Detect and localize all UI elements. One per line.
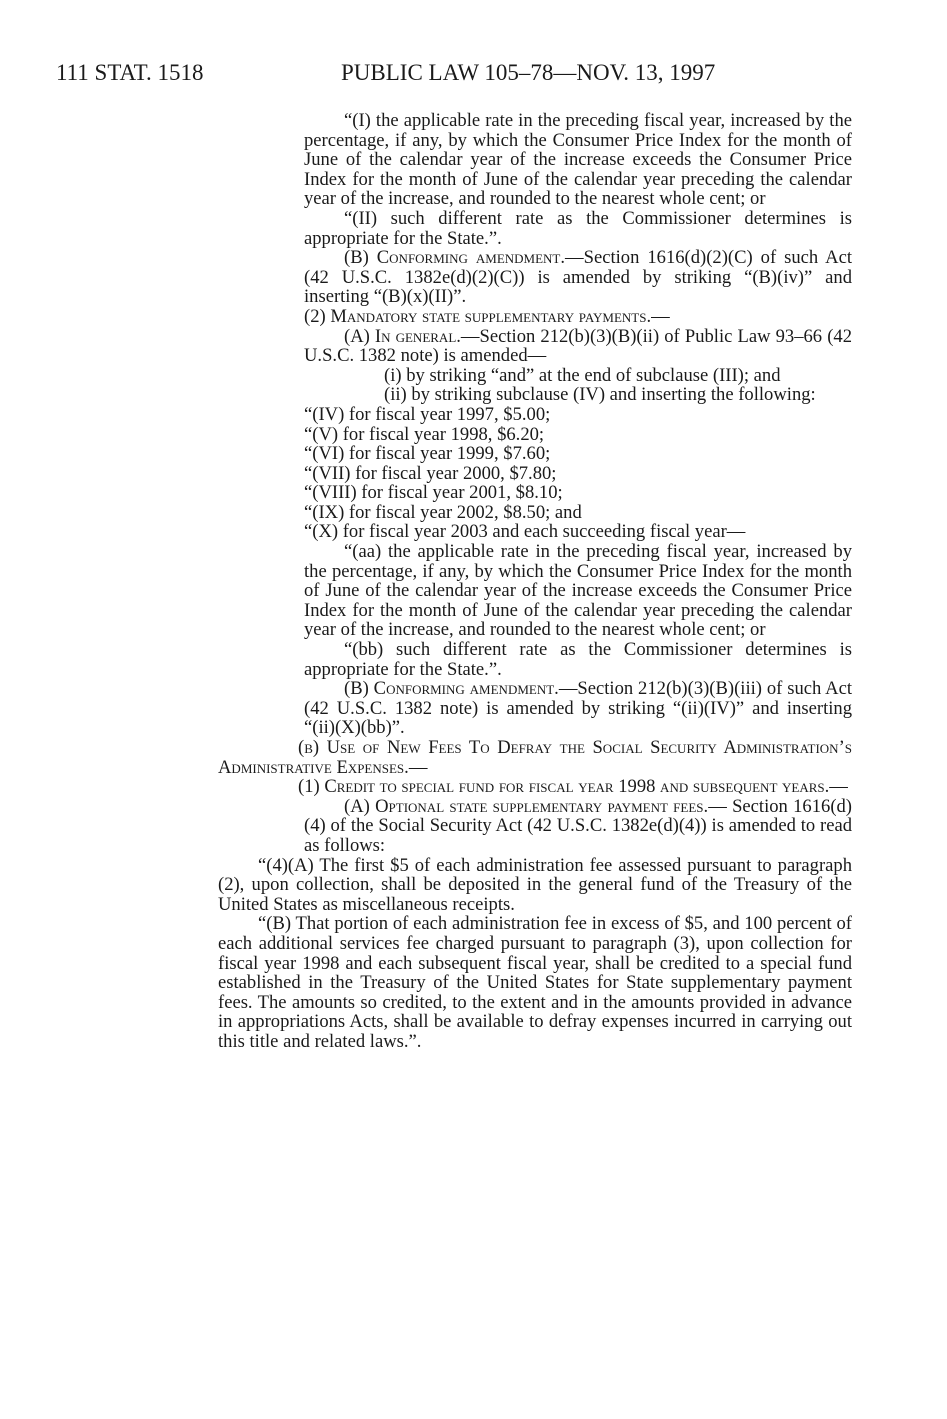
subparagraph-b-conforming <box>218 248 852 307</box>
subclause-i: “(I) the applicable rate in the preceding fiscal year, increased by the percentage, if any, by which the Consumer Price Index for the month of June of the calendar year of the increase exceeds the Consumer Price Index for the month of June of the calendar year preceding the calendar year of the increase, and rounded to the nearest whole cent; or <box>304 110 852 210</box>
subsection-b <box>218 738 852 777</box>
quoted-paragraph-4b: “(B) That portion of each administration fee in excess of $5, and 100 percent of each additional services fee charged pursuant to paragraph (3), upon collection for fiscal year 1998 and each subsequent fiscal year, shall be credited to a special fund established in the Treasury of the United States for State supplementary payment fees. The amounts so credited, to the extent and in the amounts provided in advance in appropriations Acts, shall be available to defray expenses incurred in carrying out this title and related laws.”. <box>218 913 852 1052</box>
paragraph-2 <box>218 307 852 327</box>
list-item-vii: “(VII) for fiscal year 2000, $7.80; <box>304 462 557 484</box>
subparagraph-heading: (B) Conforming amendment. <box>344 247 566 269</box>
list-item-v: “(V) for fiscal year 1998, $6.20; <box>304 423 545 445</box>
item-aa: “(aa) the applicable rate in the preceding fiscal year, increased by the percentage, if any, by which the Consumer Price Index for the month of June of the calendar year of the increase exceeds the Consumer Price Index for the month of June of the calendar year preceding the calendar year of the increase, and rounded to the nearest whole cent; or <box>304 541 852 641</box>
subparagraph-text: —Section 212(b)(3)(B)(iii) of such Act (42 U.S.C. 1382 note) is amended by striking “(ii)(IV)” and inserting “(ii)(X)(bb)”. <box>304 678 852 739</box>
clause-i: (i) by striking “and” at the end of subclause (III); and <box>384 364 781 386</box>
list-item-viii: “(VIII) for fiscal year 2001, $8.10; <box>304 482 563 504</box>
paragraph-text: — <box>651 305 670 327</box>
subparagraph-heading: (B) Conforming amendment. <box>344 678 559 700</box>
subparagraph-text: —Section 1616(d)(2)(C) of such Act (42 U.S.C. 1382e(d)(2)(C)) is amended by striking “(B)(iv)” and inserting “(B)(x)(II)”. <box>304 247 853 308</box>
quoted-paragraph-4a: “(4)(A) The first $5 of each administration fee assessed pursuant to paragraph (2), upon collection, shall be deposited in the general fund of the Treasury of the United States as miscellaneous receipts. <box>218 854 852 915</box>
subparagraph-text: — Section 1616(d)(4) of the Social Security Act (42 U.S.C. 1382e(d)(4)) is amended to read as follows: <box>304 795 853 856</box>
subparagraph-a-general <box>218 327 852 366</box>
list-item-vi: “(VI) for fiscal year 1999, $7.60; <box>304 443 551 465</box>
subsection-heading: (b) Use of New Fees To Defray the Social Security Administration’s Administrative Expenses. <box>218 737 852 778</box>
page-header <box>56 58 936 88</box>
running-title: PUBLIC LAW 105–78—NOV. 13, 1997 <box>341 60 716 85</box>
subparagraph-b-conforming-2 <box>218 679 852 738</box>
subsection-text: — <box>408 756 428 778</box>
item-bb: “(bb) such different rate as the Commissioner determines is appropriate for the State.”. <box>304 639 852 680</box>
subparagraph-a-optional <box>218 797 852 856</box>
paragraph-heading: (1) Credit to special fund for fiscal year 1998 and subsequent years. <box>298 776 830 798</box>
subparagraph-text: —Section 212(b)(3)(B)(ii) of Public Law 93–66 (42 U.S.C. 1382 note) is amended— <box>304 325 853 367</box>
list-item-ix: “(IX) for fiscal year 2002, $8.50; and <box>304 501 582 523</box>
paragraph-1 <box>218 777 852 797</box>
paragraph-heading: (2) Mandatory state supplementary payments. <box>304 305 652 327</box>
paragraph-text: — <box>829 776 848 798</box>
list-item-x: “(X) for fiscal year 2003 and each succeeding fiscal year— <box>304 521 746 543</box>
subparagraph-heading: (A) Optional state supplementary payment fees. <box>344 795 709 817</box>
subclause-ii: “(II) such different rate as the Commissioner determines is appropriate for the State.”. <box>304 207 852 249</box>
document-body <box>218 111 852 1052</box>
subparagraph-heading: (A) In general. <box>344 325 461 347</box>
list-item-iv: “(IV) for fiscal year 1997, $5.00; <box>304 403 551 425</box>
page-number: 111 STAT. 1518 <box>56 60 204 85</box>
clause-ii: (ii) by striking subclause (IV) and inserting the following: <box>384 384 816 406</box>
